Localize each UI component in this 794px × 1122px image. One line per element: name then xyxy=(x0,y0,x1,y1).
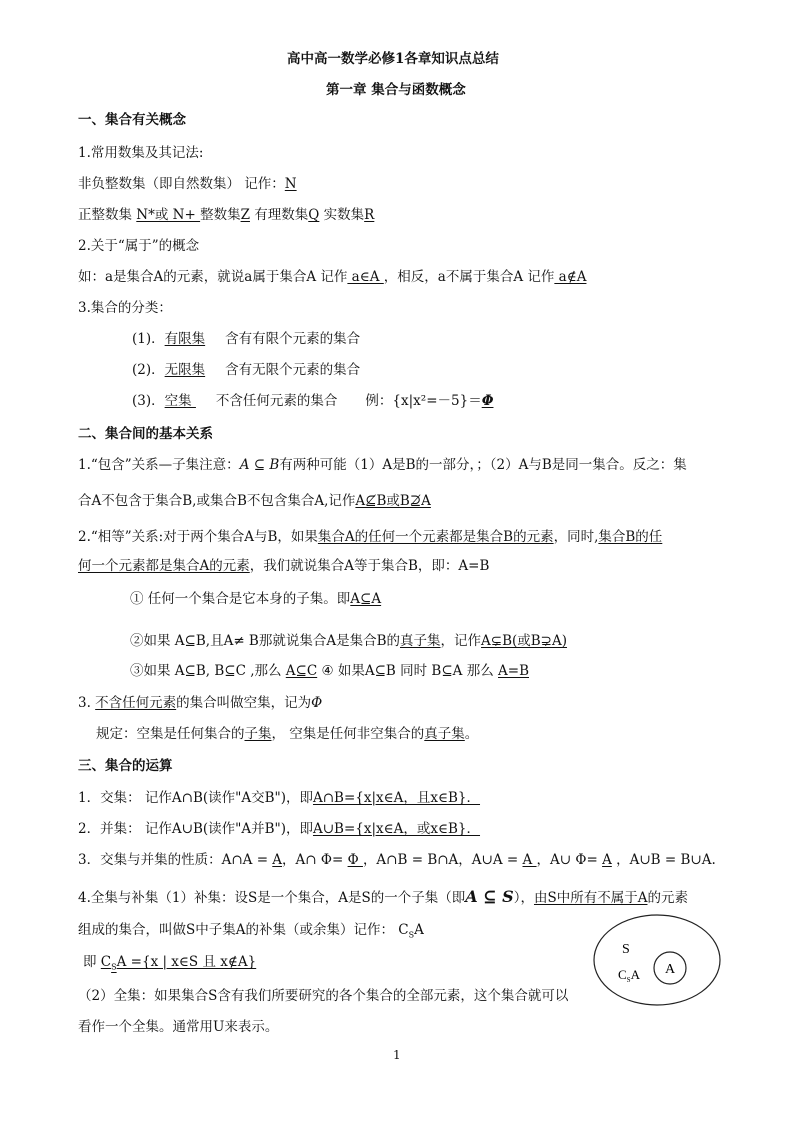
complement-line-1 xyxy=(78,888,688,907)
rule-1-text: ① 任何一个集合是它本身的子集。即 xyxy=(130,591,351,607)
equal-line-2 xyxy=(78,557,489,575)
properties-line xyxy=(78,851,716,869)
class-desc: 含有有限个元素的集合 xyxy=(225,331,361,347)
comp-text-a: 4.全集与补集（1）补集：设S是一个集合，A是S的一个子集（即 xyxy=(78,890,466,906)
proper-subset-term: 真子集 xyxy=(400,633,441,649)
belong-line xyxy=(78,268,586,286)
complement-line-2 xyxy=(78,921,424,945)
equal-underline-3: 何一个元素都是集合A的元素 xyxy=(78,558,250,574)
universal-line-1: （2）全集：如果集合S含有我们所要研究的各个集合的全部元素，这个集合就可以 xyxy=(78,988,569,1004)
class-num: (1)． xyxy=(132,331,165,347)
class-example: 例：{x|x²=－5}＝ xyxy=(365,393,482,409)
nonneg-line xyxy=(78,175,297,193)
empty-set-line xyxy=(78,694,322,712)
empty-symbol: Φ xyxy=(311,695,323,711)
nonneg-symbol: N xyxy=(284,176,297,192)
universal-set-ellipse xyxy=(594,915,720,1005)
equal-underline-1: 集合A的任何一个元素都是集合B的元素 xyxy=(317,529,554,545)
prop-text-b: ，A∩ Φ= xyxy=(282,852,348,868)
empty-rule-line xyxy=(96,725,478,743)
rule-1-notation: A⊆A xyxy=(350,591,382,607)
section-heading-3: 三、集合的运算 xyxy=(78,758,173,774)
union-def: A∪B={x|x∈A，或x∈B}． xyxy=(312,821,481,837)
comp-def-c: C xyxy=(100,954,112,970)
intersection-def: A∩B={x|x∈A，且x∈B}． xyxy=(312,790,481,806)
rule-3-notation: A⊆C xyxy=(285,663,318,679)
venn-label-s: S xyxy=(622,942,630,957)
comp-def-prefix: 即 xyxy=(83,954,101,970)
belong-symbol: a∈A xyxy=(347,269,384,285)
equal-underline-2: 集合B的任 xyxy=(598,529,663,545)
equal-line-1 xyxy=(78,528,662,546)
intersection-line xyxy=(78,789,480,807)
prop-text-e: ，A∪B = B∪A. xyxy=(611,852,716,868)
belong-text-a: 如：a是集合A的元素，就说a属于集合A 记作 xyxy=(78,269,348,285)
subset-line-1 xyxy=(78,456,687,474)
venn-comp-c: C xyxy=(618,967,627,982)
venn-comp-a: A xyxy=(630,967,640,982)
class-name: 无限集 xyxy=(164,362,206,378)
rational-label: 有理数集 xyxy=(249,207,309,223)
number-sets-line xyxy=(78,206,374,224)
comp-text-c: 的元素 xyxy=(647,890,688,906)
union-text: 2．并集： 记作A∪B(读作"A并B")，即 xyxy=(78,821,313,837)
nonneg-text: 非负整数集（即自然数集） 记作： xyxy=(78,176,285,192)
rule-2-text: ②如果 A⊆B,且A≠ B那就说集合A是集合B的 xyxy=(130,633,401,649)
comp-def-sub: S xyxy=(111,962,117,972)
empty-underline: 不含任何元素 xyxy=(95,695,177,711)
prop-val-2: Φ xyxy=(347,852,363,868)
empty-set-symbol: Φ xyxy=(481,393,494,409)
rule-3-4 xyxy=(130,662,529,680)
not-belong-symbol: a∉A xyxy=(554,269,587,285)
venn-label-a: A xyxy=(665,962,676,977)
venn-diagram xyxy=(591,912,723,1008)
class-item-2 xyxy=(132,361,360,379)
intersection-text: 1．交集： 记作A∩B(读作"A交B")，即 xyxy=(78,790,313,806)
comp-text-b: ）， xyxy=(513,890,534,906)
rule-text-b: ， 空集是任何非空集合的 xyxy=(271,726,425,742)
rule-proper-subset: 真子集 xyxy=(424,726,465,742)
rule-3-text: ③如果 A⊆B, B⊆C ,那么 xyxy=(130,663,286,679)
rule-4-notation: A=B xyxy=(498,663,529,679)
union-line xyxy=(78,820,480,838)
prop-text-a: 3．交集与并集的性质：A∩A = xyxy=(78,852,273,868)
subheading-classification: 3.集合的分类： xyxy=(78,300,172,316)
venn-comp-sub: S xyxy=(626,976,631,984)
venn-label-comp xyxy=(618,967,641,984)
class-name: 有限集 xyxy=(164,331,206,347)
universal-line-2: 看作一个全集。通常用U来表示。 xyxy=(78,1019,279,1035)
chapter-title: 第一章 集合与函数概念 xyxy=(326,82,466,98)
subset-formula: A ⊆ S xyxy=(465,887,514,906)
subset-symbol: A ⊆ B xyxy=(239,457,280,473)
prop-val-1: A xyxy=(272,852,283,868)
equal-text-b: ，同时, xyxy=(553,529,599,545)
comp-def-set: A ={x | x∈S 且 x∉A} xyxy=(116,954,257,970)
subset-text-c: 合A不包含于集合B,或集合B不包含集合A,记作 xyxy=(78,493,356,509)
rule-text-a: 规定：空集是任何集合的 xyxy=(96,726,245,742)
int-symbol: Z xyxy=(240,207,250,223)
class-num: (2)． xyxy=(132,362,165,378)
equal-text-c: ，我们就说集合A等于集合B，即：A=B xyxy=(249,558,490,574)
comp-text-e: A xyxy=(414,922,424,938)
subset-text-a: 1.“包含”关系—子集注意： xyxy=(78,457,240,473)
prop-val-4: A xyxy=(602,852,612,868)
class-desc: 不含任何元素的集合 xyxy=(215,393,338,409)
rule-2-text-b: ，记作 xyxy=(440,633,482,649)
rule-subset: 子集 xyxy=(244,726,272,742)
empty-text-b: 的集合叫做空集，记为 xyxy=(176,695,312,711)
comp-text-d: 组成的集合，叫做S中子集A的补集（或余集）记作： C xyxy=(78,922,409,938)
rational-symbol: Q xyxy=(308,207,320,223)
prop-text-d: ，A∪ Φ= xyxy=(536,852,603,868)
page-title: 高中高一数学必修1各章知识点总结 xyxy=(287,51,499,67)
real-label: 实数集 xyxy=(319,207,365,223)
class-num: (3)． xyxy=(132,393,165,409)
complement-def-line xyxy=(83,953,256,977)
class-desc: 含有无限个元素的集合 xyxy=(225,362,361,378)
subset-text-b: 有两种可能（1）A是B的一部分，；（2）A与B是同一集合。反之：集 xyxy=(279,457,687,473)
rule-text-c: 。 xyxy=(464,726,479,742)
rule-1 xyxy=(130,590,381,608)
int-label: 整数集 xyxy=(200,207,241,223)
comp-underline: 由S中所有不属于A xyxy=(533,890,648,906)
subheading-belong: 2.关于“属于”的概念 xyxy=(78,238,200,254)
empty-text-a: 3. xyxy=(78,695,96,711)
pos-int-label: 正整数集 xyxy=(78,207,137,223)
section-heading-2: 二、集合间的基本关系 xyxy=(78,426,213,442)
class-item-1 xyxy=(132,330,360,348)
rule-4-text: ④ 如果A⊆B 同时 B⊆A 那么 xyxy=(317,663,499,679)
belong-text-b: ，相反，a不属于集合A 记作 xyxy=(383,269,555,285)
section-heading-1: 一、集合有关概念 xyxy=(78,112,186,128)
class-name: 空集 xyxy=(164,393,196,409)
page-number: 1 xyxy=(393,1048,401,1062)
proper-subset-notation: A⊊B(或B⊋A) xyxy=(481,633,568,649)
class-item-3 xyxy=(132,392,493,410)
pos-int-symbol: N*或 N+ xyxy=(136,207,201,223)
prop-val-3: A xyxy=(522,852,537,868)
real-symbol: R xyxy=(364,207,375,223)
equal-text-a: 2.“相等”关系:对于两个集合A与B，如果 xyxy=(78,529,318,545)
not-subset-notation: A⊈B或B⊉A xyxy=(355,493,431,509)
subheading-number-sets: 1.常用数集及其记法: xyxy=(78,145,204,161)
comp-sub: S xyxy=(408,930,415,940)
rule-2 xyxy=(130,632,567,650)
subset-line-2 xyxy=(78,492,431,510)
prop-text-c: ，A∩B = B∩A，A∪A = xyxy=(362,852,523,868)
